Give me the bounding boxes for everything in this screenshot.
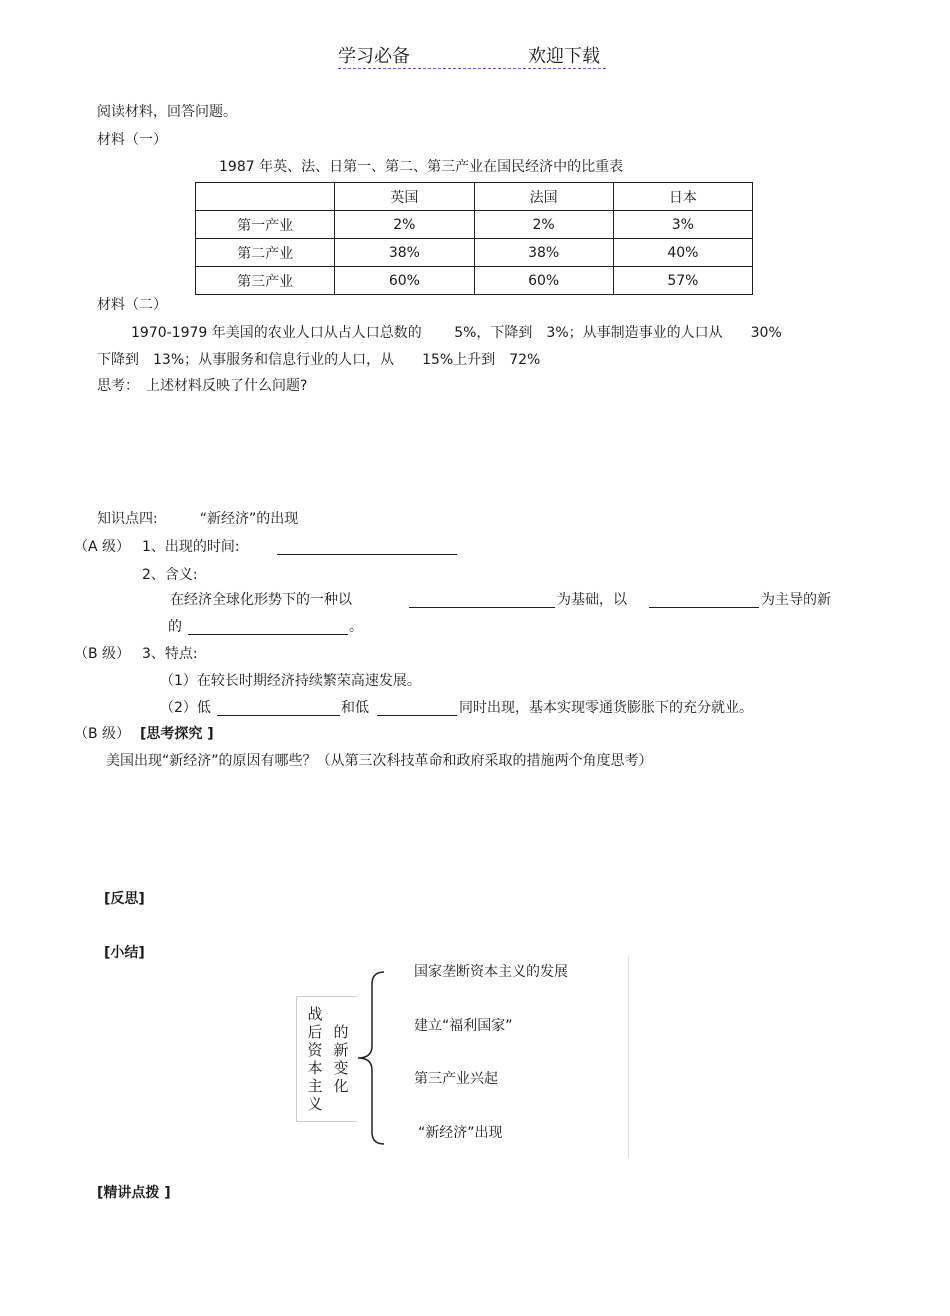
- summary-topic-box: [296, 996, 357, 1122]
- table-cell: 40%: [613, 239, 752, 267]
- table-cell: 3%: [613, 211, 752, 239]
- item3-point2a: （2）低: [160, 700, 211, 716]
- item1-label: 1、出现的时间:: [142, 539, 240, 555]
- item3-point2b: 和低: [341, 700, 369, 716]
- table-caption: 1987 年英、法、日第一、第二、第三产业在国民经济中的比重表: [219, 159, 624, 175]
- table-header-cell: 日本: [613, 183, 752, 211]
- think-question: 思考： 上述材料反映了什么问题?: [97, 378, 308, 394]
- item2-text-d: 的: [168, 619, 182, 635]
- item2-text-c: 为主导的新: [761, 592, 831, 608]
- table-cell: 38%: [474, 239, 613, 267]
- summary-item: 第三产业兴起: [414, 1071, 498, 1087]
- table-cell: 第三产业: [196, 267, 335, 295]
- explore-question: 美国出现“新经济”的原因有哪些？（从第三次科技革命和政府采取的措施两个角度思考）: [106, 753, 653, 769]
- material2-line2: 下降到 13%；从事服务和信息行业的人口，从 15%上升到 72%: [97, 352, 541, 368]
- table-cell: 第二产业: [196, 239, 335, 267]
- b-level-label: （B 级）: [74, 646, 131, 662]
- table-row: [196, 211, 753, 239]
- knowledge-title: 知识点四: “新经济”的出现: [97, 511, 299, 527]
- table-cell: 57%: [613, 267, 752, 295]
- time-blank[interactable]: [277, 540, 457, 555]
- table-row: [196, 267, 753, 295]
- table-cell: 38%: [335, 239, 474, 267]
- leading-blank[interactable]: [649, 593, 759, 608]
- table-header-row: [196, 183, 753, 211]
- table-cell: 2%: [474, 211, 613, 239]
- topic-col-2: 资本: [307, 1041, 323, 1077]
- table-header-cell: 英国: [335, 183, 474, 211]
- topic-col-4: 的新变化: [333, 1023, 349, 1095]
- material1-label: 材料（一）: [97, 132, 167, 148]
- table-cell: 60%: [474, 267, 613, 295]
- explore-heading: [思考探究 ]: [140, 726, 214, 742]
- item2-text-e: 。: [349, 619, 363, 635]
- header-divider: [338, 68, 606, 69]
- low-blank-1[interactable]: [217, 701, 340, 716]
- table-header-cell: 法国: [474, 183, 613, 211]
- item3-point2c: 同时出现，基本实现零通货膨胀下的充分就业。: [459, 700, 753, 716]
- item2-label: 2、含义:: [142, 567, 198, 583]
- table-cell: 60%: [335, 267, 474, 295]
- item3-point1: （1）在较长时期经济持续繁荣高速发展。: [160, 673, 421, 689]
- item3-label: 3、特点:: [142, 646, 198, 662]
- table-row: [196, 239, 753, 267]
- header-right: 欢迎下载: [528, 46, 600, 67]
- a-level-label: （A 级）: [74, 539, 131, 555]
- reflection-heading: [反思]: [104, 891, 145, 907]
- table-cell: 第一产业: [196, 211, 335, 239]
- material2-label: 材料（二）: [97, 297, 167, 313]
- table-header-cell: [196, 183, 335, 211]
- topic-col-3: 主义: [307, 1077, 323, 1113]
- summary-brace: [354, 970, 386, 1146]
- item2-text-b: 为基础，以: [557, 592, 627, 608]
- b-level-label-2: （B 级）: [74, 726, 131, 742]
- type-blank[interactable]: [188, 620, 348, 635]
- low-blank-2[interactable]: [377, 701, 457, 716]
- summary-item: “新经济”出现: [418, 1125, 503, 1141]
- summary-heading: [小结]: [104, 945, 145, 961]
- material2-line1: 1970-1979 年美国的农业人口从占人口总数的 5%，下降到 3%；从事制造事业的人口从 30%: [131, 325, 782, 341]
- summary-item: 建立“福利国家”: [414, 1018, 513, 1034]
- item2-text-a: 在经济全球化形势下的一种以: [170, 592, 352, 608]
- intro-text: 阅读材料，回答问题。: [97, 104, 237, 120]
- basis-blank[interactable]: [409, 593, 555, 608]
- summary-item: 国家垄断资本主义的发展: [414, 964, 568, 980]
- industry-share-table: [195, 182, 753, 295]
- table-cell: 2%: [335, 211, 474, 239]
- header-left: 学习必备: [338, 46, 410, 67]
- summary-right-rule: [628, 956, 629, 1158]
- topic-col-1: 战后: [307, 1005, 323, 1041]
- guidance-heading: [精讲点拨 ]: [97, 1185, 171, 1201]
